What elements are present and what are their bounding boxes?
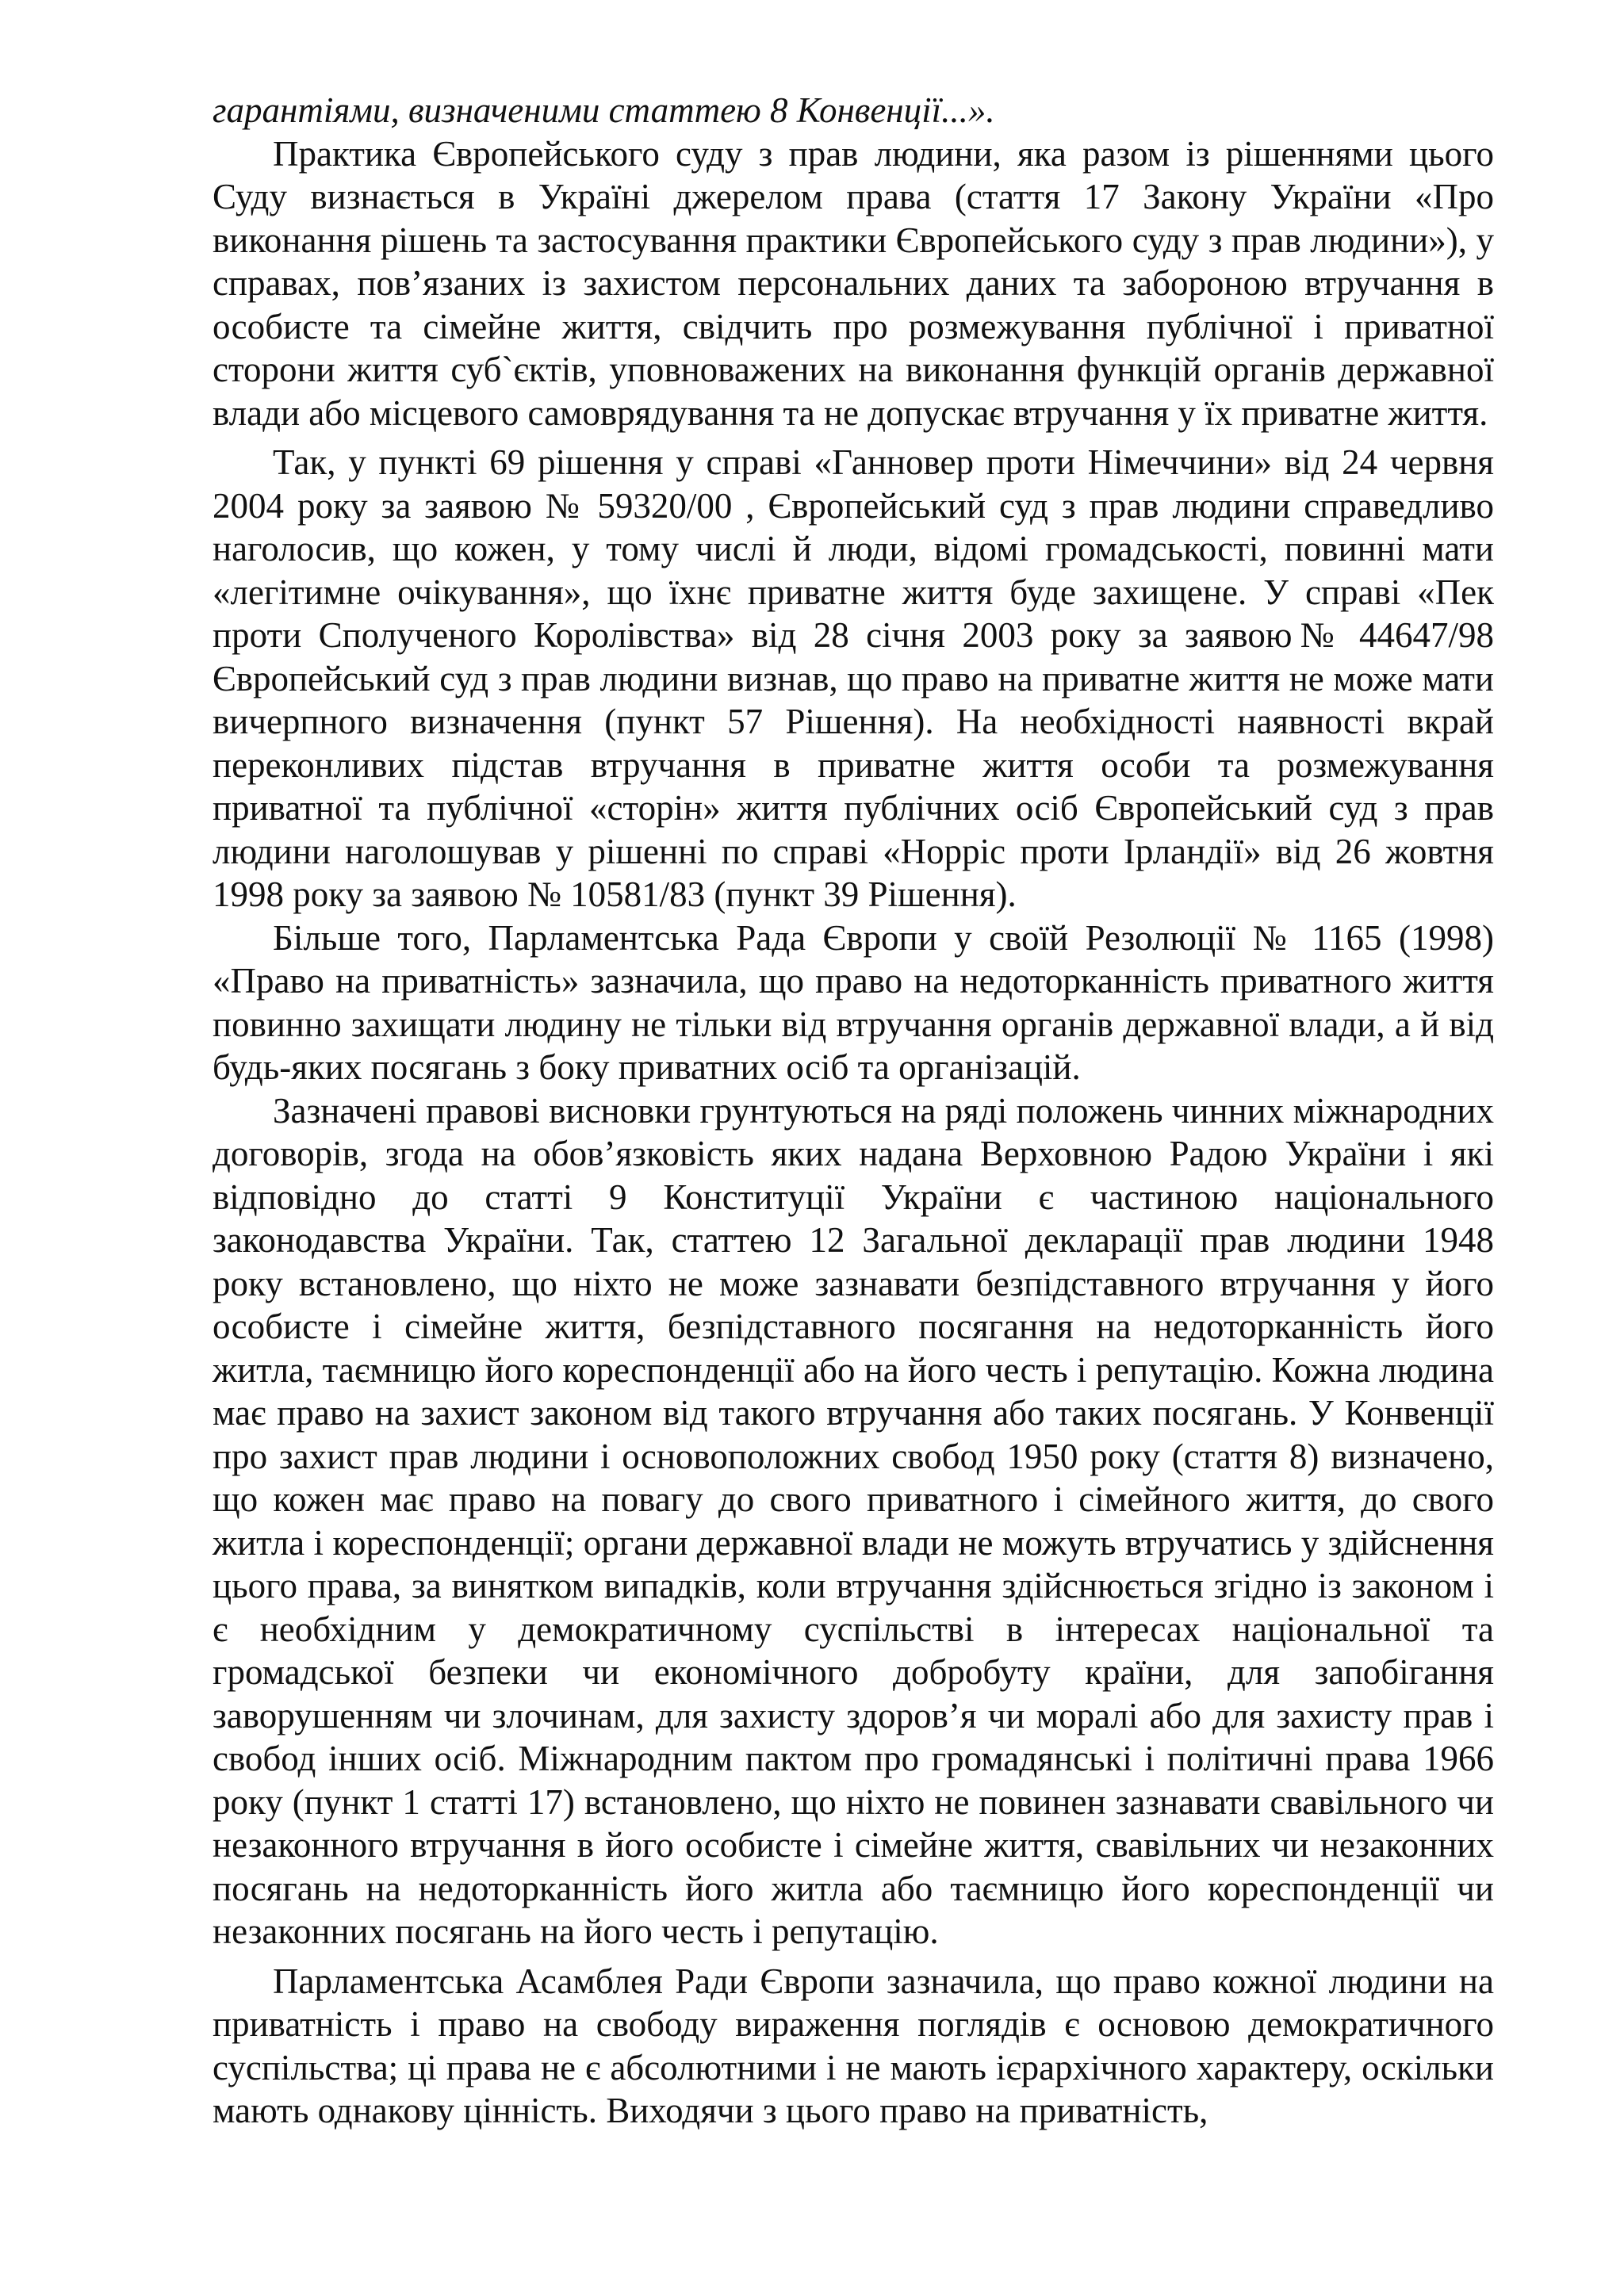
paragraph-international-treaties: Зазначені правові висновки грунтуються на ряді положень чинних міжнародних договорів, згода на обов’язковість яких надана Верховною Радою України і які відповідно до статті 9 Конституції України є частиною національного законодавства України. Так, статтею 12 Загальної декларації прав людини 1948 року встановлено, що ніхто не може зазнавати безпідставного втручання у його особисте і сімейне життя, безпідставного посягання на недоторканність його житла, таємницю його кореспонденції або на його честь і репутацію. Кожна людина має право на захист законом від такого втручання або таких посягань. У Конвенції про захист прав людини і основоположних свобод 1950 року (стаття 8) визначено, що кожен має право на повагу до свого приватного і сімейного життя, до свого житла і кореспонденції; органи державної влади не можуть втручатись у здійснення цього права, за винятком випадків, коли втручання здійснюється згідно із законом і є необхідним у демократичному суспільстві в інтересах національної та громадської безпеки чи економічного добробуту країни, для запобігання заворушенням чи злочинам, для захисту здоров’я чи моралі або для захисту прав і свобод інших осіб. Міжнародним пактом про громадянські і політичні права 1966 року (пункт 1 статті 17) встановлено, що ніхто не повинен зазнавати свавільного чи незаконного втручання в його особисте і сімейне життя, свавільних чи незаконних посягань на недоторканність його житла або таємницю його кореспонденції чи незаконних посягань на його честь і репутацію. — [213, 1090, 1494, 1951]
paragraph-echr-practice: Практика Європейського суду з прав людини, яка разом із рішеннями цього Суду визнається в Україні джерелом права (стаття 17 Закону України «Про виконання рішень та застосування практики Європейського суду з прав людини»), у справах, пов’язаних із захистом персональних даних та забороною втручання в особисте та сімейне життя, свідчить про розмежування публічної і приватної сторони життя суб`єктів, уповноважених на виконання функцій органів державної влади або місцевого самоврядування та не допускає втручання у їх приватне життя. — [213, 133, 1494, 433]
paragraph-case-law: Так, у пункті 69 рішення у справі «Ганновер проти Німеччини» від 24 червня 2004 року за заявою № 59320/00 , Європейський суд з прав людини справедливо наголосив, що кожен, у тому числі й люди, відомі громадськості, повинні мати «легітимне очікування», що їхнє приватне життя буде захищене. У справі «Пек проти Сполученого Королівства» від 28 січня 2003 року за заявою№ 44647/98 Європейський суд з прав людини визнав, що право на приватне життя не може мати вичерпного визначення (пункт 57 Рішення). На необхідності наявності вкрай переконливих підстав втручання в приватне життя особи та розмежування приватної та публічної «сторін» життя публічних осіб Європейський суд з прав людини наголошував у рішенні по справі «Норріс проти Ірландії» від 26 жовтня 1998 року за заявою № 10581/83 (пункт 39 Рішення). — [213, 442, 1494, 914]
paragraph-pace-resolution: Більше того, Парламентська Рада Європи у своїй Резолюції № 1165 (1998) «Право на приватність» зазначила, що право на недоторканність приватного життя повинно захищати людину не тільки від втручання органів державної влади, а й від будь-яких посягань з боку приватних осіб та організацій. — [213, 917, 1494, 1087]
paragraph-continuation: гарантіями, визначеними статтею 8 Конвенції...». — [213, 90, 995, 130]
paragraph-pace-privacy: Парламентська Асамблея Ради Європи зазначила, що право кожної людини на приватність і право на свободу вираження поглядів є основою демократичного суспільства; ці права не є абсолютними і не мають ієрархічного характеру, оскільки мають однакову цінність. Виходячи з цього право на приватність, — [213, 1961, 1494, 2130]
document-body — [213, 89, 1494, 2133]
